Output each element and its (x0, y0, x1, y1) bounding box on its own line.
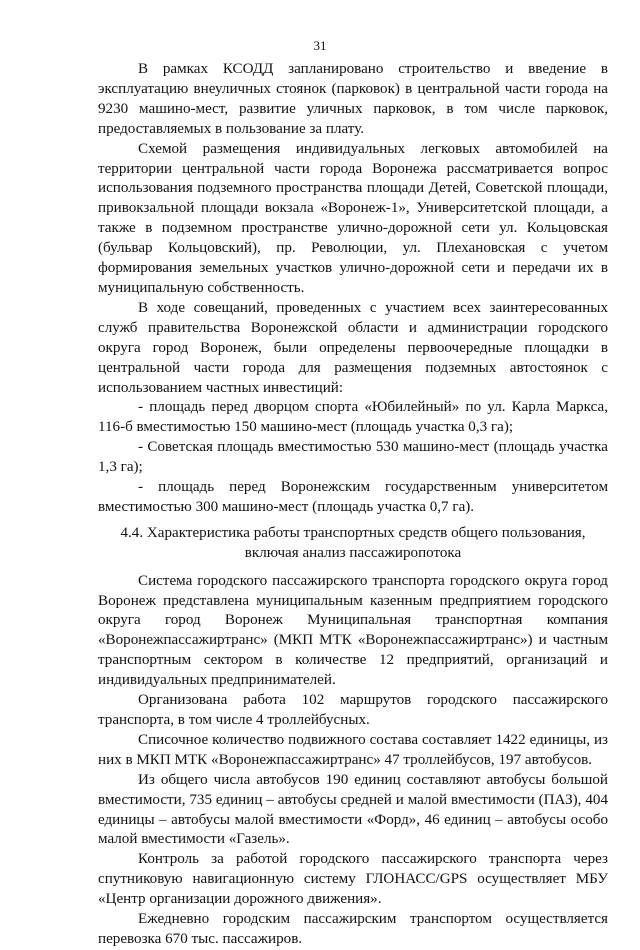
page-number: 31 (313, 38, 327, 53)
paragraph-routes: Организована работа 102 маршрутов городского пассажирского транспорта, в том числе 4 троллейбусных. (98, 692, 608, 728)
document-body (98, 60, 608, 950)
list-item: - площадь перед дворцом спорта «Юбилейный» по ул. Карла Маркса, 116-б вместимостью 150 машино-мест (площадь участка 0,3 га); (98, 399, 608, 436)
paragraph-daily-passengers: Ежедневно городским пассажирским транспортом осуществляется перевозка 670 тыс. пассажиров. (98, 911, 608, 947)
paragraph-parking-plan: В рамках КСОДД запланировано строительство и введение в эксплуатацию внеуличных стоянок (парковок) в центральной части города на 9230 машино-мест, развитие уличных парковок, в том числе парковок, предоставляемых в пользование за плату. (98, 61, 608, 137)
paragraph-bus-capacity: Из общего числа автобусов 190 единиц составляют автобусы большой вместимости, 735 единиц – автобусы средней и малой вместимости (ПАЗ), 404 единицы – автобусы малой вместимости «Форд», 46 единиц – автобусы особо малой вместимости «Газель». (98, 771, 608, 848)
paragraph-fleet-count: Списочное количество подвижного состава составляет 1422 единицы, из них в МКП МТК «Воронежпассажиртранс» 47 троллейбусов, 197 автобусов. (98, 731, 608, 768)
section-heading (98, 524, 608, 564)
paragraph-transport-system: Система городского пассажирского транспорта городского округа город Воронеж представлена муниципальным казенным предприятием городского округа город Воронеж Муниципальная транспортная компания «Воронежпассажиртранс» (МКП МТК «Воронежпассажиртранс») и частным транспортным сектором в количестве 12 предприятий, организаций и индивидуальных предпринимателей. (98, 572, 608, 689)
paragraph-meetings: В ходе совещаний, проведенных с участием всех заинтересованных служб правительства Воронежской области и администрации городского округа город Воронеж, были определены первоочередные площадки в центральной части города для размещения подземных автостоянок с использованием частных инвестиций: (98, 299, 608, 396)
section-heading-line-1: 4.4. Характеристика работы транспортных средств общего пользования, (120, 524, 586, 541)
paragraph-underground-scheme: Схемой размещения индивидуальных легковых автомобилей на территории центральной части города Воронежа рассматривается вопрос использования подземного пространства площади Детей, Советской площади, привокзальной площади вокзала «Воронеж-1», Университетской площади, а также в подземном пространстве улично-дорожной сети ул. Кольцовская (бульвар Кольцовский), пр. Революции, ул. Плехановская с учетом формирования земельных участков улично-дорожной сети и передачи их в муниципальную собственность. (98, 140, 608, 296)
list-item: - площадь перед Воронежским государственным университетом вместимостью 300 машино-мест (площадь участка 0,7 га). (98, 479, 608, 515)
section-heading-line-2: включая анализ пассажиропотока (244, 544, 462, 561)
paragraph-glonass-control: Контроль за работой городского пассажирского транспорта через спутниковую навигационную систему ГЛОНАСС/GPS осуществляет МБУ «Центр организации дорожного движения». (98, 851, 608, 908)
list-item: - Советская площадь вместимостью 530 машино-мест (площадь участка 1,3 га); (98, 439, 608, 476)
